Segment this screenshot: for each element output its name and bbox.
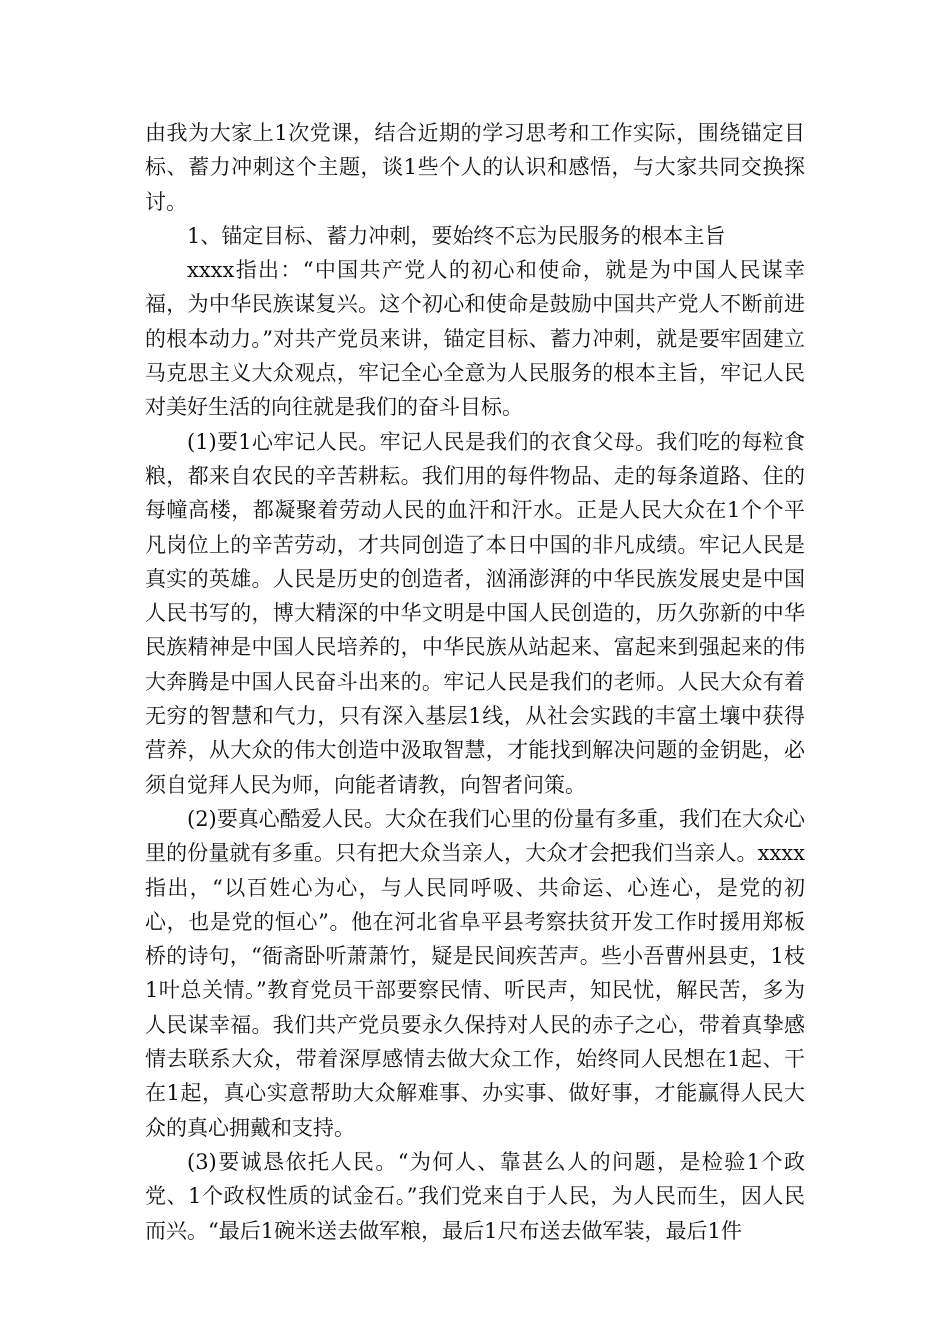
document-body (145, 116, 805, 1248)
paragraph-quote: xxxx指出：“中国共产党人的初心和使命，就是为中国人民谋幸福，为中华民族谋复兴。这个初心和使命是鼓励中国共产党人不断前进的根本动力。”对共产党员来讲，锚定目标、蓄力冲刺，就是要牢固建立马克思主义大众观点，牢记全心全意为人民服务的根本主旨，牢记人民对美好生活的向往就是我们的奋斗目标。 (145, 258, 805, 420)
paragraph-intro: 由我为大家上1次党课，结合近期的学习思考和工作实际，围绕锚定目标、蓄力冲刺这个主题，谈1些个人的认识和感悟，与大家共同交换探讨。 (145, 121, 805, 214)
paragraph-point-2: (2)要真心酷爱人民。大众在我们心里的份量有多重，我们在大众心里的份量就有多重。只有把大众当亲人，大众才会把我们当亲人。xxxx指出，“以百姓心为心，与人民同呼吸、共命运、心连心，是党的初心，也是党的恒心”。他在河北省阜平县考察扶贫开发工作时援用郑板桥的诗句，“衙斋卧听萧萧竹，疑是民间疾苦声。些小吾曹州县吏，1枝1叶总关情。”教育党员干部要察民情、听民声，知民忧，解民苦，多为人民谋幸福。我们共产党员要永久保持对人民的赤子之心，带着真挚感情去联系大众，带着深厚感情去做大众工作，始终同人民想在1起、干在1起，真心实意帮助大众解难事、办实事、做好事，才能赢得人民大众的真心拥戴和支持。 (145, 806, 805, 1140)
paragraph-point-3: (3)要诚恳依托人民。“为何人、靠甚么人的问题，是检验1个政党、1个政权性质的试金石。”我们党来自于人民，为人民而生，因人民而兴。“最后1碗米送去做军粮，最后1尺布送去做军装，最后1件 (145, 1149, 805, 1243)
section-heading-1: 1、锚定目标、蓄力冲刺，要始终不忘为民服务的根本主旨 (187, 223, 726, 248)
paragraph-point-1: (1)要1心牢记人民。牢记人民是我们的衣食父母。我们吃的每粒食粮，都来自农民的辛苦耕耘。我们用的每件物品、走的每条道路、住的每幢高楼，都凝聚着劳动人民的血汗和汗水。正是人民大众在1个个平凡岗位上的辛苦劳动，才共同创造了本日中国的非凡成绩。牢记人民是真实的英雄。人民是历史的创造者，汹涌澎湃的中华民族发展史是中国人民书写的，博大精深的中华文明是中国人民创造的，历久弥新的中华民族精神是中国人民培养的，中华民族从站起来、富起来到强起来的伟大奔腾是中国人民奋斗出来的。牢记人民是我们的老师。人民大众有着无穷的智慧和气力，只有深入基层1线，从社会实践的丰富土壤中获得营养，从大众的伟大创造中汲取智慧，才能找到解决问题的金钥匙，必须自觉拜人民为师，向能者请教，向智者问策。 (145, 429, 805, 797)
